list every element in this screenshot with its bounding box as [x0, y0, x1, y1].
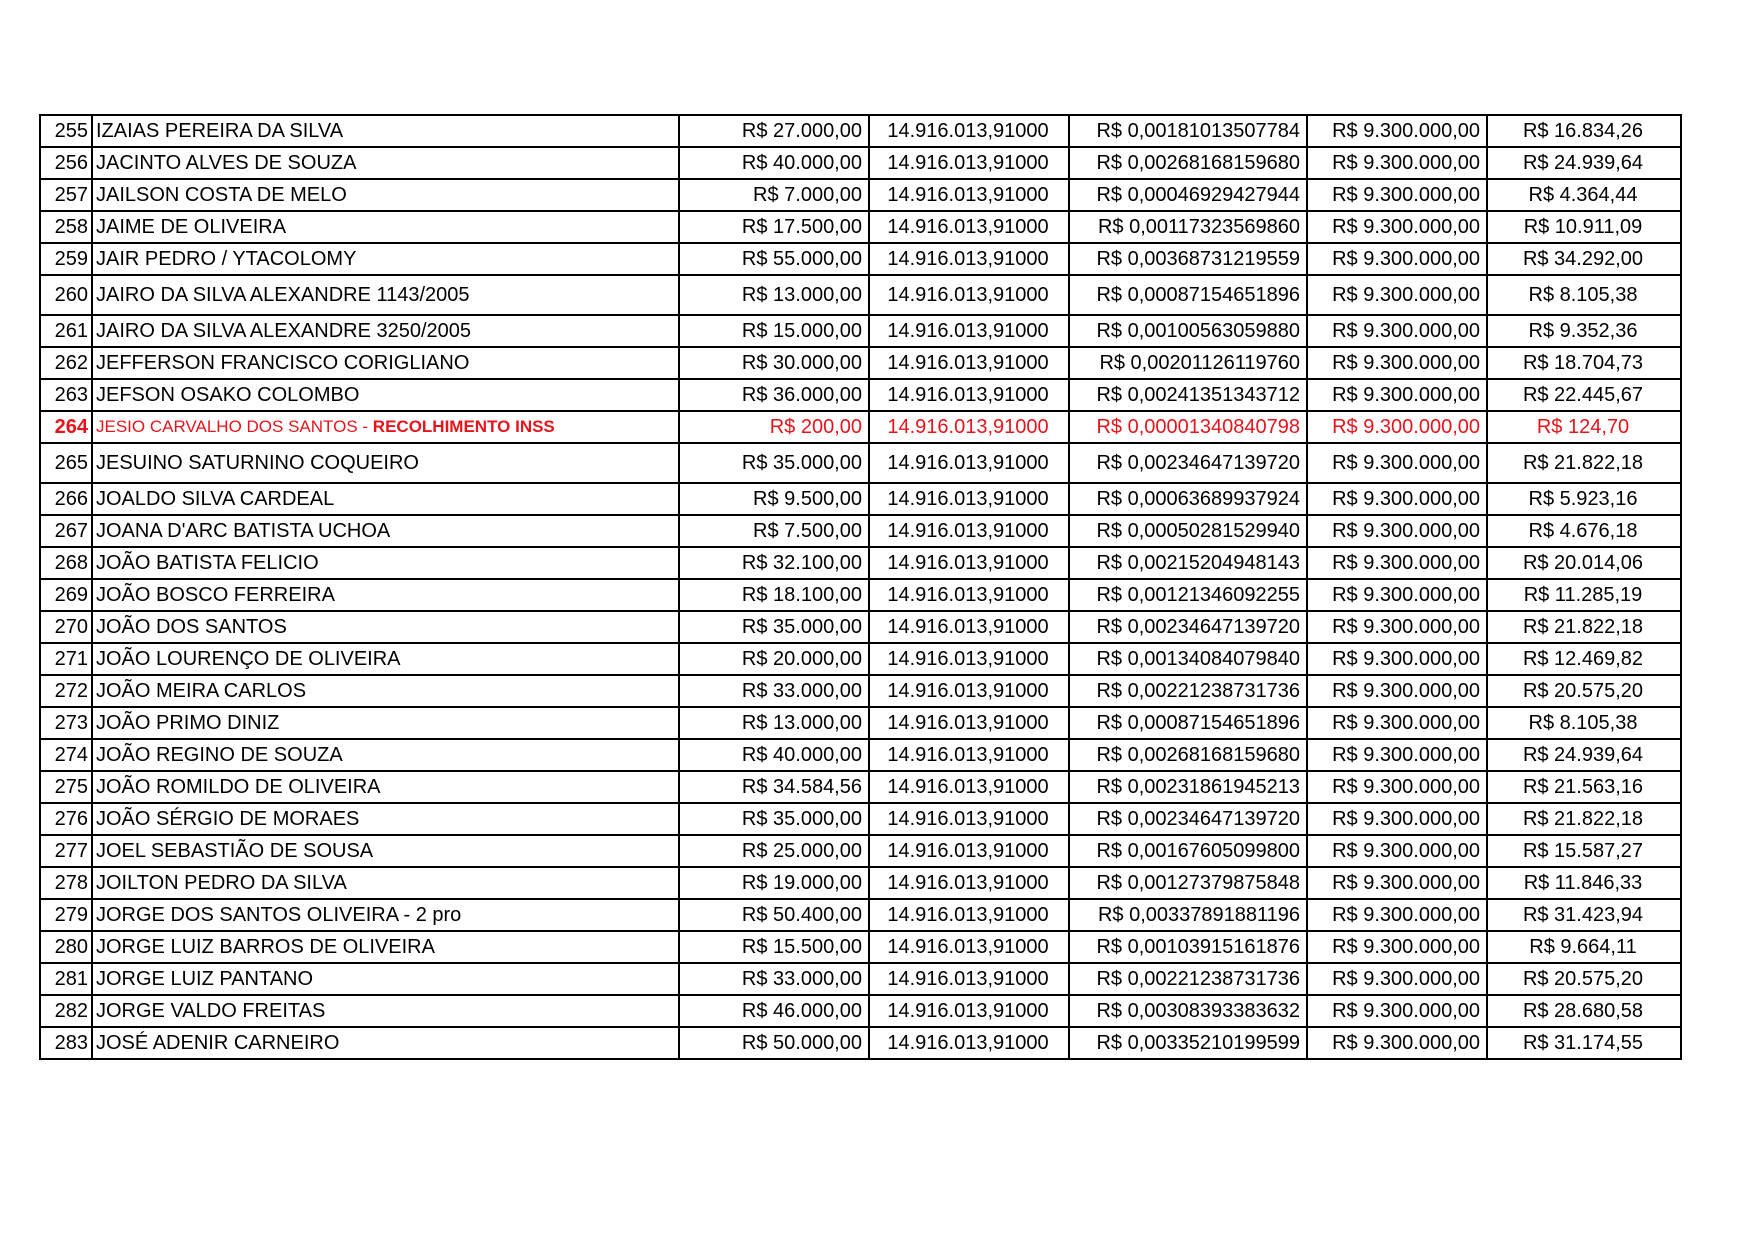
factor-cell: R$ 0,00234647139720	[1069, 803, 1307, 835]
row-number-cell: 255	[40, 115, 92, 147]
total-points-cell: 14.916.013,91000	[869, 931, 1069, 963]
amount-cell: R$ 9.300.000,00	[1307, 147, 1487, 179]
factor-cell: R$ 0,00121346092255	[1069, 579, 1307, 611]
factor-cell: R$ 0,00181013507784	[1069, 115, 1307, 147]
total-points-cell: 14.916.013,91000	[869, 147, 1069, 179]
table-row	[40, 443, 1681, 483]
share-cell: R$ 22.445,67	[1487, 379, 1681, 411]
factor-cell: R$ 0,00368731219559	[1069, 243, 1307, 275]
row-number-cell: 257	[40, 179, 92, 211]
creditor-name-cell: JOANA D'ARC BATISTA UCHOA	[92, 515, 679, 547]
row-number-cell: 268	[40, 547, 92, 579]
share-cell: R$ 9.352,36	[1487, 315, 1681, 347]
factor-cell: R$ 0,00221238731736	[1069, 675, 1307, 707]
total-points-cell: 14.916.013,91000	[869, 963, 1069, 995]
factor-cell: R$ 0,00215204948143	[1069, 547, 1307, 579]
share-cell: R$ 20.575,20	[1487, 675, 1681, 707]
credit-value-cell: R$ 13.000,00	[679, 275, 869, 315]
factor-cell: R$ 0,00201126119760	[1069, 347, 1307, 379]
credit-value-cell: R$ 33.000,00	[679, 963, 869, 995]
credit-value-cell: R$ 33.000,00	[679, 675, 869, 707]
share-cell: R$ 4.364,44	[1487, 179, 1681, 211]
row-number-cell: 279	[40, 899, 92, 931]
factor-cell: R$ 0,00308393383632	[1069, 995, 1307, 1027]
row-number-cell: 273	[40, 707, 92, 739]
credit-value-cell: R$ 35.000,00	[679, 443, 869, 483]
total-points-cell: 14.916.013,91000	[869, 315, 1069, 347]
amount-cell: R$ 9.300.000,00	[1307, 739, 1487, 771]
total-points-cell: 14.916.013,91000	[869, 579, 1069, 611]
credit-value-cell: R$ 50.000,00	[679, 1027, 869, 1059]
creditor-name-cell: JOÃO MEIRA CARLOS	[92, 675, 679, 707]
credit-value-cell: R$ 19.000,00	[679, 867, 869, 899]
credit-value-cell: R$ 7.000,00	[679, 179, 869, 211]
factor-cell: R$ 0,00234647139720	[1069, 443, 1307, 483]
table-row	[40, 963, 1681, 995]
credit-value-cell: R$ 35.000,00	[679, 611, 869, 643]
total-points-cell: 14.916.013,91000	[869, 867, 1069, 899]
amount-cell: R$ 9.300.000,00	[1307, 867, 1487, 899]
credit-value-cell: R$ 40.000,00	[679, 739, 869, 771]
credit-value-cell: R$ 35.000,00	[679, 803, 869, 835]
creditor-name-cell: JOÃO REGINO DE SOUZA	[92, 739, 679, 771]
factor-cell: R$ 0,00268168159680	[1069, 739, 1307, 771]
creditor-name-cell: JEFSON OSAKO COLOMBO	[92, 379, 679, 411]
factor-cell: R$ 0,00268168159680	[1069, 147, 1307, 179]
credit-value-cell: R$ 50.400,00	[679, 899, 869, 931]
credit-value-cell: R$ 20.000,00	[679, 643, 869, 675]
factor-cell: R$ 0,00087154651896	[1069, 707, 1307, 739]
share-cell: R$ 11.846,33	[1487, 867, 1681, 899]
table-row	[40, 611, 1681, 643]
table-row	[40, 211, 1681, 243]
share-cell: R$ 28.680,58	[1487, 995, 1681, 1027]
creditors-table	[39, 114, 1682, 1060]
row-number-cell: 259	[40, 243, 92, 275]
creditor-name-cell: JOILTON PEDRO DA SILVA	[92, 867, 679, 899]
total-points-cell: 14.916.013,91000	[869, 771, 1069, 803]
amount-cell: R$ 9.300.000,00	[1307, 899, 1487, 931]
factor-cell: R$ 0,00167605099800	[1069, 835, 1307, 867]
creditor-name-cell: JOÃO PRIMO DINIZ	[92, 707, 679, 739]
share-cell: R$ 4.676,18	[1487, 515, 1681, 547]
factor-cell: R$ 0,00050281529940	[1069, 515, 1307, 547]
row-number-cell: 269	[40, 579, 92, 611]
total-points-cell: 14.916.013,91000	[869, 115, 1069, 147]
creditor-name-cell: JOÃO LOURENÇO DE OLIVEIRA	[92, 643, 679, 675]
table-row	[40, 995, 1681, 1027]
factor-cell: R$ 0,00117323569860	[1069, 211, 1307, 243]
row-number-cell: 282	[40, 995, 92, 1027]
creditor-name: JESIO CARVALHO DOS SANTOS -	[96, 417, 373, 436]
creditor-name-note: RECOLHIMENTO INSS	[372, 417, 555, 436]
creditor-name-cell: JOÃO BOSCO FERREIRA	[92, 579, 679, 611]
amount-cell: R$ 9.300.000,00	[1307, 1027, 1487, 1059]
share-cell: R$ 21.822,18	[1487, 443, 1681, 483]
total-points-cell: 14.916.013,91000	[869, 803, 1069, 835]
credit-value-cell: R$ 34.584,56	[679, 771, 869, 803]
table-row	[40, 867, 1681, 899]
credit-value-cell: R$ 46.000,00	[679, 995, 869, 1027]
creditor-name-cell: JAIRO DA SILVA ALEXANDRE 1143/2005	[92, 275, 679, 315]
share-cell: R$ 34.292,00	[1487, 243, 1681, 275]
amount-cell: R$ 9.300.000,00	[1307, 835, 1487, 867]
total-points-cell: 14.916.013,91000	[869, 835, 1069, 867]
amount-cell: R$ 9.300.000,00	[1307, 443, 1487, 483]
amount-cell: R$ 9.300.000,00	[1307, 211, 1487, 243]
total-points-cell: 14.916.013,91000	[869, 707, 1069, 739]
credit-value-cell: R$ 25.000,00	[679, 835, 869, 867]
creditor-name-cell: JORGE VALDO FREITAS	[92, 995, 679, 1027]
factor-cell: R$ 0,00100563059880	[1069, 315, 1307, 347]
row-number-cell: 256	[40, 147, 92, 179]
factor-cell: R$ 0,00001340840798	[1069, 411, 1307, 443]
creditor-name-cell: JOEL SEBASTIÃO DE SOUSA	[92, 835, 679, 867]
credit-value-cell: R$ 9.500,00	[679, 483, 869, 515]
total-points-cell: 14.916.013,91000	[869, 211, 1069, 243]
row-number-cell: 263	[40, 379, 92, 411]
table-row	[40, 579, 1681, 611]
creditor-name-cell: JOALDO SILVA CARDEAL	[92, 483, 679, 515]
table-row	[40, 707, 1681, 739]
share-cell: R$ 21.563,16	[1487, 771, 1681, 803]
amount-cell: R$ 9.300.000,00	[1307, 579, 1487, 611]
share-cell: R$ 31.174,55	[1487, 1027, 1681, 1059]
row-number-cell: 270	[40, 611, 92, 643]
creditor-name-cell: JAILSON COSTA DE MELO	[92, 179, 679, 211]
credit-value-cell: R$ 7.500,00	[679, 515, 869, 547]
total-points-cell: 14.916.013,91000	[869, 411, 1069, 443]
share-cell: R$ 21.822,18	[1487, 611, 1681, 643]
total-points-cell: 14.916.013,91000	[869, 643, 1069, 675]
credit-value-cell: R$ 17.500,00	[679, 211, 869, 243]
creditor-name-cell	[92, 411, 679, 443]
share-cell: R$ 18.704,73	[1487, 347, 1681, 379]
share-cell: R$ 5.923,16	[1487, 483, 1681, 515]
share-cell: R$ 21.822,18	[1487, 803, 1681, 835]
share-cell: R$ 9.664,11	[1487, 931, 1681, 963]
total-points-cell: 14.916.013,91000	[869, 483, 1069, 515]
table-row	[40, 243, 1681, 275]
table-row	[40, 675, 1681, 707]
creditor-name-cell: JACINTO ALVES DE SOUZA	[92, 147, 679, 179]
amount-cell: R$ 9.300.000,00	[1307, 379, 1487, 411]
row-number-cell: 260	[40, 275, 92, 315]
credit-value-cell: R$ 18.100,00	[679, 579, 869, 611]
row-number-cell: 278	[40, 867, 92, 899]
share-cell: R$ 10.911,09	[1487, 211, 1681, 243]
credit-value-cell: R$ 15.000,00	[679, 315, 869, 347]
amount-cell: R$ 9.300.000,00	[1307, 547, 1487, 579]
total-points-cell: 14.916.013,91000	[869, 899, 1069, 931]
credit-value-cell: R$ 13.000,00	[679, 707, 869, 739]
table-row	[40, 739, 1681, 771]
table-row	[40, 275, 1681, 315]
factor-cell: R$ 0,00241351343712	[1069, 379, 1307, 411]
share-cell: R$ 20.575,20	[1487, 963, 1681, 995]
row-number-cell: 280	[40, 931, 92, 963]
table-row	[40, 515, 1681, 547]
amount-cell: R$ 9.300.000,00	[1307, 803, 1487, 835]
table-row	[40, 1027, 1681, 1059]
amount-cell: R$ 9.300.000,00	[1307, 611, 1487, 643]
factor-cell: R$ 0,00063689937924	[1069, 483, 1307, 515]
factor-cell: R$ 0,00087154651896	[1069, 275, 1307, 315]
table-row	[40, 115, 1681, 147]
amount-cell: R$ 9.300.000,00	[1307, 995, 1487, 1027]
amount-cell: R$ 9.300.000,00	[1307, 771, 1487, 803]
creditor-name-cell: JAIME DE OLIVEIRA	[92, 211, 679, 243]
row-number-cell: 275	[40, 771, 92, 803]
creditor-name-cell: JEFFERSON FRANCISCO CORIGLIANO	[92, 347, 679, 379]
amount-cell: R$ 9.300.000,00	[1307, 963, 1487, 995]
creditor-name-cell: JOÃO BATISTA FELICIO	[92, 547, 679, 579]
total-points-cell: 14.916.013,91000	[869, 739, 1069, 771]
creditor-name-cell: JOÃO DOS SANTOS	[92, 611, 679, 643]
factor-cell: R$ 0,00337891881196	[1069, 899, 1307, 931]
factor-cell: R$ 0,00134084079840	[1069, 643, 1307, 675]
row-number-cell: 276	[40, 803, 92, 835]
share-cell: R$ 20.014,06	[1487, 547, 1681, 579]
amount-cell: R$ 9.300.000,00	[1307, 115, 1487, 147]
amount-cell: R$ 9.300.000,00	[1307, 315, 1487, 347]
credit-value-cell: R$ 27.000,00	[679, 115, 869, 147]
credit-value-cell: R$ 32.100,00	[679, 547, 869, 579]
row-number-cell: 264	[40, 411, 92, 443]
total-points-cell: 14.916.013,91000	[869, 995, 1069, 1027]
row-number-cell: 262	[40, 347, 92, 379]
amount-cell: R$ 9.300.000,00	[1307, 931, 1487, 963]
credit-value-cell: R$ 40.000,00	[679, 147, 869, 179]
total-points-cell: 14.916.013,91000	[869, 179, 1069, 211]
credit-value-cell: R$ 36.000,00	[679, 379, 869, 411]
creditor-name-cell: JOSÉ ADENIR CARNEIRO	[92, 1027, 679, 1059]
total-points-cell: 14.916.013,91000	[869, 515, 1069, 547]
row-number-cell: 272	[40, 675, 92, 707]
amount-cell: R$ 9.300.000,00	[1307, 515, 1487, 547]
table-row	[40, 379, 1681, 411]
amount-cell: R$ 9.300.000,00	[1307, 275, 1487, 315]
row-number-cell: 271	[40, 643, 92, 675]
table-row	[40, 147, 1681, 179]
row-number-cell: 267	[40, 515, 92, 547]
total-points-cell: 14.916.013,91000	[869, 379, 1069, 411]
table-row	[40, 771, 1681, 803]
total-points-cell: 14.916.013,91000	[869, 1027, 1069, 1059]
creditor-name-cell: JOÃO SÉRGIO DE MORAES	[92, 803, 679, 835]
share-cell: R$ 12.469,82	[1487, 643, 1681, 675]
total-points-cell: 14.916.013,91000	[869, 347, 1069, 379]
factor-cell: R$ 0,00127379875848	[1069, 867, 1307, 899]
factor-cell: R$ 0,00231861945213	[1069, 771, 1307, 803]
creditor-name-cell: JORGE DOS SANTOS OLIVEIRA - 2 pro	[92, 899, 679, 931]
share-cell: R$ 11.285,19	[1487, 579, 1681, 611]
credit-value-cell: R$ 30.000,00	[679, 347, 869, 379]
amount-cell: R$ 9.300.000,00	[1307, 347, 1487, 379]
creditor-name-cell: JORGE LUIZ BARROS DE OLIVEIRA	[92, 931, 679, 963]
row-number-cell: 258	[40, 211, 92, 243]
share-cell: R$ 31.423,94	[1487, 899, 1681, 931]
table-row	[40, 899, 1681, 931]
amount-cell: R$ 9.300.000,00	[1307, 707, 1487, 739]
factor-cell: R$ 0,00221238731736	[1069, 963, 1307, 995]
table-row	[40, 931, 1681, 963]
total-points-cell: 14.916.013,91000	[869, 611, 1069, 643]
creditor-name-cell: JOÃO ROMILDO DE OLIVEIRA	[92, 771, 679, 803]
table-row	[40, 835, 1681, 867]
creditor-name-cell: JAIR PEDRO / YTACOLOMY	[92, 243, 679, 275]
factor-cell: R$ 0,00234647139720	[1069, 611, 1307, 643]
amount-cell: R$ 9.300.000,00	[1307, 179, 1487, 211]
row-number-cell: 281	[40, 963, 92, 995]
creditor-name-cell: JORGE LUIZ PANTANO	[92, 963, 679, 995]
row-number-cell: 283	[40, 1027, 92, 1059]
row-number-cell: 265	[40, 443, 92, 483]
row-number-cell: 266	[40, 483, 92, 515]
table-row	[40, 411, 1681, 443]
share-cell: R$ 8.105,38	[1487, 275, 1681, 315]
share-cell: R$ 16.834,26	[1487, 115, 1681, 147]
credit-value-cell: R$ 200,00	[679, 411, 869, 443]
total-points-cell: 14.916.013,91000	[869, 547, 1069, 579]
row-number-cell: 261	[40, 315, 92, 347]
amount-cell: R$ 9.300.000,00	[1307, 411, 1487, 443]
share-cell: R$ 24.939,64	[1487, 739, 1681, 771]
amount-cell: R$ 9.300.000,00	[1307, 483, 1487, 515]
table-row	[40, 179, 1681, 211]
total-points-cell: 14.916.013,91000	[869, 275, 1069, 315]
table-row	[40, 547, 1681, 579]
creditor-name-cell: IZAIAS PEREIRA DA SILVA	[92, 115, 679, 147]
share-cell: R$ 8.105,38	[1487, 707, 1681, 739]
amount-cell: R$ 9.300.000,00	[1307, 643, 1487, 675]
amount-cell: R$ 9.300.000,00	[1307, 243, 1487, 275]
creditor-name-cell: JAIRO DA SILVA ALEXANDRE 3250/2005	[92, 315, 679, 347]
table-row	[40, 643, 1681, 675]
row-number-cell: 277	[40, 835, 92, 867]
row-number-cell: 274	[40, 739, 92, 771]
share-cell: R$ 124,70	[1487, 411, 1681, 443]
credit-value-cell: R$ 15.500,00	[679, 931, 869, 963]
credit-value-cell: R$ 55.000,00	[679, 243, 869, 275]
share-cell: R$ 24.939,64	[1487, 147, 1681, 179]
amount-cell: R$ 9.300.000,00	[1307, 675, 1487, 707]
total-points-cell: 14.916.013,91000	[869, 443, 1069, 483]
table-row	[40, 483, 1681, 515]
total-points-cell: 14.916.013,91000	[869, 675, 1069, 707]
factor-cell: R$ 0,00046929427944	[1069, 179, 1307, 211]
factor-cell: R$ 0,00335210199599	[1069, 1027, 1307, 1059]
table-row	[40, 347, 1681, 379]
total-points-cell: 14.916.013,91000	[869, 243, 1069, 275]
table-body	[40, 115, 1681, 1059]
factor-cell: R$ 0,00103915161876	[1069, 931, 1307, 963]
table-row	[40, 803, 1681, 835]
share-cell: R$ 15.587,27	[1487, 835, 1681, 867]
creditor-name-cell: JESUINO SATURNINO COQUEIRO	[92, 443, 679, 483]
table-row	[40, 315, 1681, 347]
